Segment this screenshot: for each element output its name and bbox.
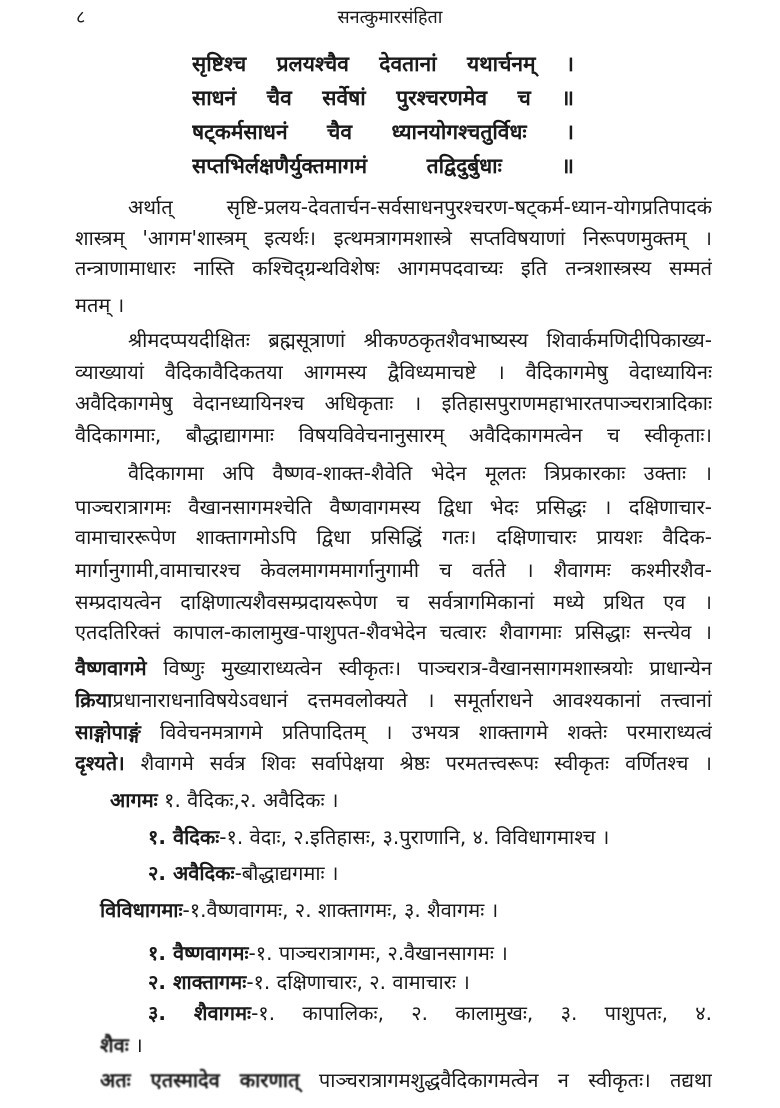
line-text: तन्त्राणामाधारः नास्ति कश्चिद्ग्रन्थविशेषः आगमपदवाच्यः इति तन्त्रशास्त्रस्य सम्मतं bbox=[75, 256, 712, 280]
line-text: मतम् । bbox=[75, 293, 125, 317]
text-line bbox=[75, 618, 712, 646]
text-line bbox=[148, 823, 609, 851]
bold-term: क्रिया bbox=[75, 688, 113, 712]
bold-term: शैवः bbox=[100, 1033, 129, 1057]
line-text: -१. वेदाः, २.इतिहासः, ३.पुराणानि, ४. विविधागमाश्च । bbox=[219, 825, 610, 849]
text-line bbox=[110, 786, 339, 814]
line-text: अवैदिकागमेषु वेदानध्यायिनश्च अधिकृताः । इतिहासपुराणमहाभारतपाञ्चरात्रादिकाः bbox=[75, 391, 712, 415]
verse-line: सप्तभिर्लक्षणैर्युक्तमागमं तद्विदुर्बुधाः ॥ bbox=[192, 154, 574, 178]
line-text: अर्थात् सृष्टि-प्रलय-देवतार्चन-सर्वसाधनपुरश्चरण-षट्कर्म-ध्यान-योगप्रतिपादकं bbox=[128, 195, 712, 219]
text-line bbox=[148, 999, 712, 1027]
line-text: विवेचनमत्रागमे प्रतिपादितम् । उभयत्र शाक्तागमे शक्तेः परमाराध्यत्वं bbox=[140, 720, 712, 744]
line-text: मार्गानुगामी,वामाचारश्च केवलमागममार्गानुगामी च वर्तते । शैवागमः कश्मीरशैव- bbox=[75, 558, 712, 582]
bold-term: विविधागमाः bbox=[100, 898, 183, 922]
line-text: सम्प्रदायत्वेन दाक्षिणात्यशैवसम्प्रदायरूपेण च सर्वत्रागमिकानां मध्ये प्रथित एव । bbox=[75, 590, 712, 614]
line-text: -१. दक्षिणाचारः, २. वामाचारः । bbox=[246, 970, 470, 994]
text-line bbox=[75, 523, 712, 551]
bold-term: वैष्णवागमे bbox=[75, 656, 147, 680]
text-line bbox=[100, 896, 498, 924]
bold-term: २. अवैदिकः bbox=[148, 861, 235, 885]
bold-term: साङ्गोपाङ्गं bbox=[75, 720, 141, 744]
line-text: शैवागमे सर्वत्र शिवः सर्वापेक्षया श्रेष्ठः परमतत्त्वरूपः स्वीकृतः वर्णितश्च । bbox=[124, 751, 712, 775]
line-text: पाञ्चरात्रागमः वैखानसागमश्चेति वैष्णवागमस्य द्विधा भेदः प्रसिद्धः । दक्षिणाचार- bbox=[75, 495, 712, 519]
text-line bbox=[148, 939, 508, 967]
text-line bbox=[75, 588, 712, 616]
verse-line: साधनं चैव सर्वेषां पुरश्चरणमेव च ॥ bbox=[192, 86, 574, 110]
text-line bbox=[75, 358, 712, 386]
line-text: प्रधानाराधनाविषयेऽवधानं दत्तमवलोक्यते । समूर्ताराधने आवश्यकानां तत्त्वानां bbox=[112, 688, 712, 712]
text-line-smudged bbox=[100, 1031, 143, 1059]
text-line-smudged bbox=[100, 1066, 712, 1094]
line-text: १. वैदिकः,२. अवैदिकः । bbox=[157, 788, 339, 812]
bold-term: ३. शैवागमः bbox=[148, 1001, 252, 1025]
running-title: सनत्कुमारसंहिता bbox=[337, 7, 443, 28]
text-line bbox=[75, 224, 712, 252]
line-text: शास्त्रम् 'आगम'शास्त्रम् इत्यर्थः। इत्थमत्रागमशास्त्रे सप्तविषयाणां निरूपणमुक्तम् । bbox=[75, 226, 712, 250]
text-line bbox=[75, 654, 712, 682]
bold-term: २. शाक्तागमः bbox=[148, 970, 247, 994]
text-line bbox=[148, 859, 339, 887]
line-text: वामाचाररूपेण शाक्तागमोऽपि द्विधा प्रसिद्धिं गतः। दक्षिणाचारः प्रायशः वैदिक- bbox=[75, 525, 712, 549]
bold-term: दृश्यते। bbox=[75, 751, 125, 775]
bold-term: १. वैदिकः bbox=[148, 825, 220, 849]
text-line bbox=[75, 749, 712, 777]
line-text: -१.वैष्णवागमः, २. शाक्तागमः, ३. शैवागमः । bbox=[182, 898, 499, 922]
line-text: वैदिकागमा अपि वैष्णव-शाक्त-शैवेति भेदेन मूलतः त्रिप्रकारकाः उक्ताः । bbox=[128, 461, 712, 485]
line-text: विष्णुः मुख्याराध्यत्वेन स्वीकृतः। पाञ्चरात्र-वैखानसागमशास्त्रयोः प्राधान्येन bbox=[146, 656, 712, 680]
line-text: एतदतिरिक्तं कापाल-कालामुख-पाशुपत-शैवभेदेन चत्वारः शैवागमाः प्रसिद्धाः सन्त्येव । bbox=[75, 620, 712, 644]
line-text: व्याख्यायां वैदिकावैदिकतया आगमस्य द्वैविध्यमाचष्टे । वैदिकागमेषु वेदाध्यायिनः bbox=[75, 360, 712, 384]
text-line bbox=[75, 686, 712, 714]
bold-term: आगमः bbox=[110, 788, 158, 812]
line-text: । bbox=[128, 1033, 143, 1057]
line-text: -१. पाञ्चरात्रागमः, २.वैखानसागमः । bbox=[248, 941, 508, 965]
text-line bbox=[75, 493, 712, 521]
text-line bbox=[75, 421, 712, 449]
verse-line: सृष्टिश्च प्रलयश्चैव देवतानां यथार्चनम् । bbox=[192, 52, 574, 76]
verse-line: षट्कर्मसाधनं चैव ध्यानयोगश्चतुर्विधः । bbox=[192, 120, 574, 144]
text-line bbox=[75, 254, 712, 282]
line-text: पाञ्चरात्रागमशुद्धवैदिकागमत्वेन न स्वीकृतः। तद्यथा bbox=[299, 1068, 712, 1092]
text-line bbox=[128, 326, 712, 354]
text-line bbox=[75, 291, 124, 319]
bold-term: १. वैष्णवागमः bbox=[148, 941, 249, 965]
text-line bbox=[128, 459, 712, 487]
bold-term: अतः एतस्मादेव कारणात् bbox=[100, 1068, 300, 1092]
text-line bbox=[75, 389, 712, 417]
line-text: श्रीमदप्पयदीक्षितः ब्रह्मसूत्राणां श्रीकण्ठकृतशैवभाष्यस्य शिवार्कमणिदीपिकाख्य- bbox=[128, 328, 712, 352]
page-number: ८ bbox=[76, 7, 86, 28]
text-line bbox=[75, 556, 712, 584]
line-text: -बौद्धाद्यगमाः । bbox=[234, 861, 339, 885]
text-line bbox=[75, 718, 712, 746]
text-line bbox=[148, 968, 470, 996]
text-line bbox=[128, 193, 712, 221]
line-text: -१. कापालिकः, २. कालामुखः, ३. पाशुपतः, ४. bbox=[251, 1001, 712, 1025]
line-text: वैदिकागमाः, बौद्धाद्यागमाः विषयविवेचनानुसारम् अवैदिकागमत्वेन च स्वीकृताः। bbox=[75, 423, 712, 447]
